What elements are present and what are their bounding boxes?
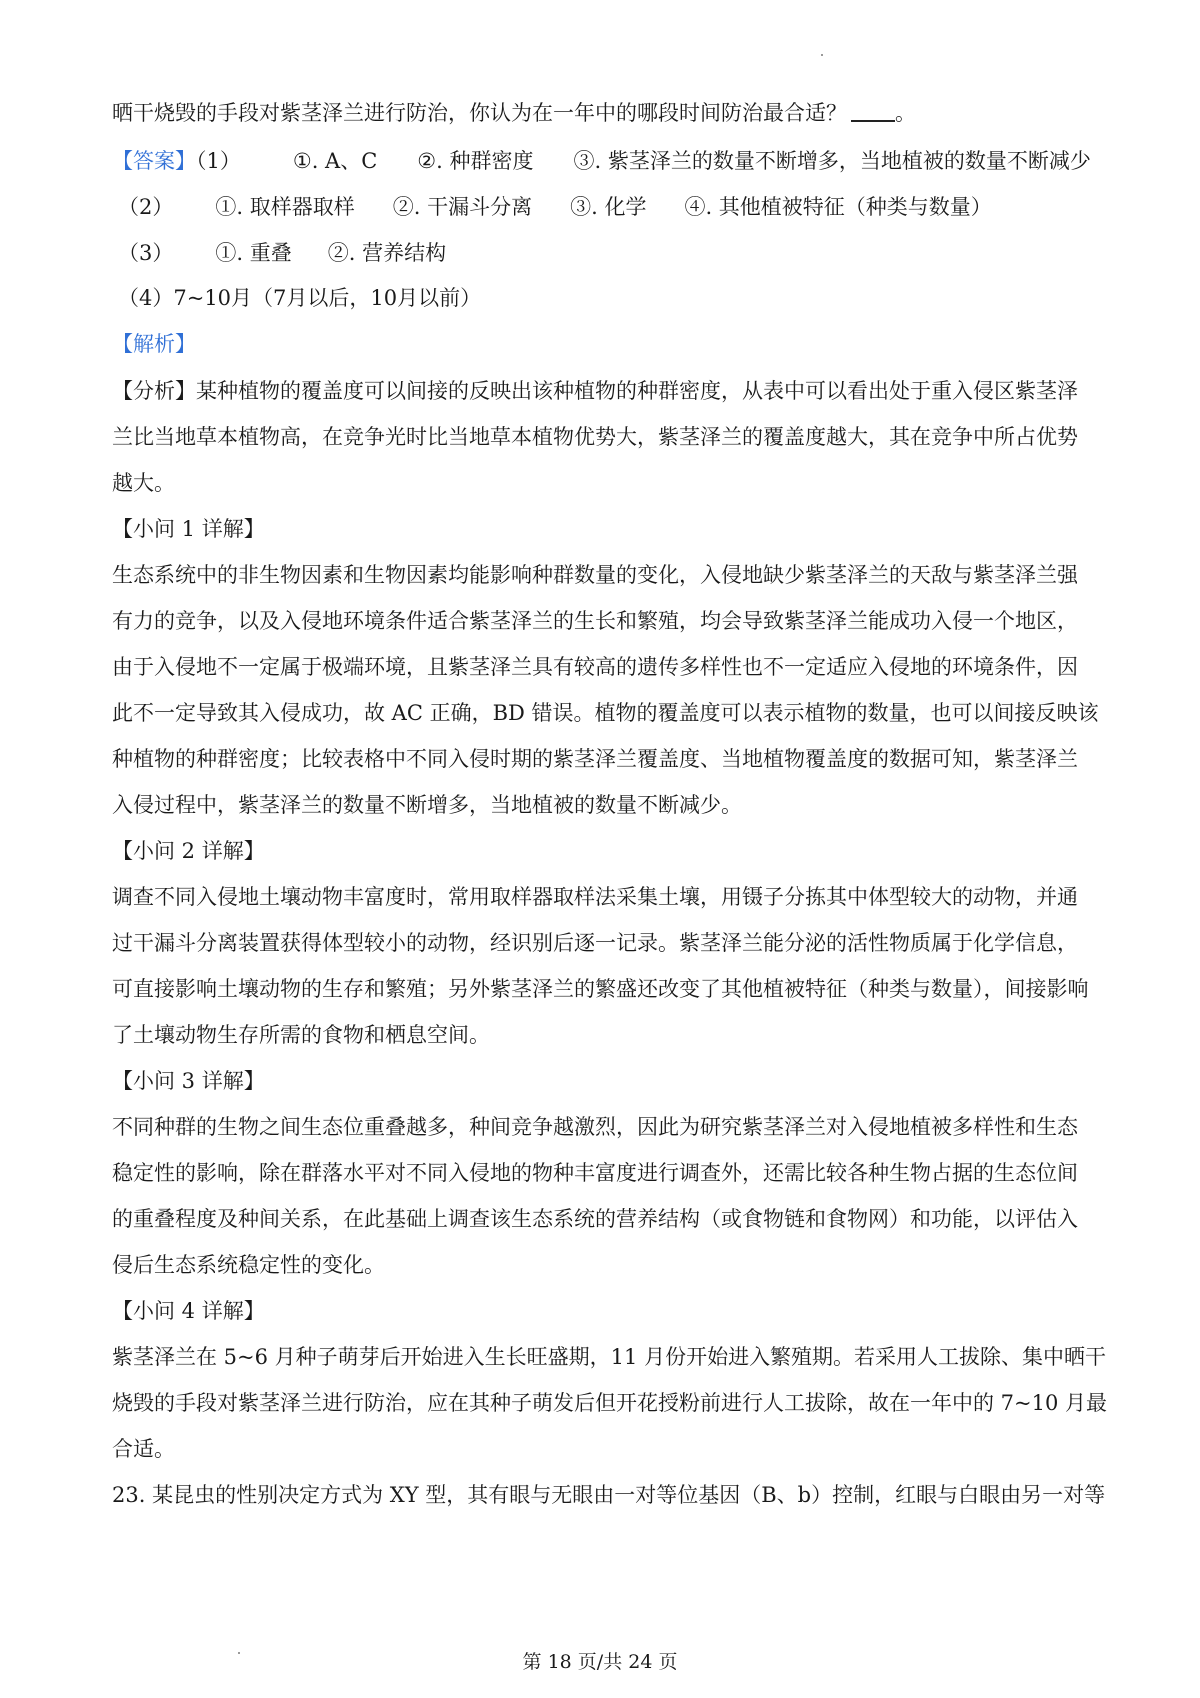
detail-1-line: 有力的竞争，以及入侵地环境条件适合紫茎泽兰的生长和繁殖，均会导致紫茎泽兰能成功入侵一个地区， bbox=[112, 609, 1078, 633]
detail-2-line: 可直接影响土壤动物的生存和繁殖；另外紫茎泽兰的繁盛还改变了其他植被特征（种类与数量），间接影响 bbox=[112, 977, 1089, 1001]
answer-blank bbox=[851, 100, 895, 122]
detail-3-line: 不同种群的生物之间生态位重叠越多，种间竞争越激烈，因此为研究紫茎泽兰对入侵地植被多样性和生态 bbox=[112, 1115, 1078, 1139]
detail-3-line: 侵后生态系统稳定性的变化。 bbox=[112, 1253, 385, 1277]
detail-3-title: 【小问 3 详解】 bbox=[112, 1069, 265, 1093]
detail-2-line: 了土壤动物生存所需的食物和栖息空间。 bbox=[112, 1023, 490, 1047]
detail-2-title: 【小问 2 详解】 bbox=[112, 839, 265, 863]
detail-4-line: 紫茎泽兰在 5~6 月种子萌芽后开始进入生长旺盛期，11 月份开始进入繁殖期。若采用人工拔除、集中晒干 bbox=[112, 1345, 1107, 1369]
detail-4-title: 【小问 4 详解】 bbox=[112, 1299, 265, 1323]
detail-4-line: 烧毁的手段对紫茎泽兰进行防治，应在其种子萌发后但开花授粉前进行人工拔除，故在一年中的 7~10 月最 bbox=[112, 1391, 1108, 1415]
detail-1-line: 种植物的种群密度；比较表格中不同入侵时期的紫茎泽兰覆盖度、当地植物覆盖度的数据可知，紫茎泽兰 bbox=[112, 747, 1078, 771]
detail-4-line: 合适。 bbox=[112, 1437, 175, 1461]
answer-line-1: 【答案】（1） ①. A、C ②. 种群密度 ③. 紫茎泽兰的数量不断增多，当地植被的数量不断减少 bbox=[112, 149, 1091, 173]
analysis-line: 兰比当地草本植物高，在竞争光时比当地草本植物优势大，紫茎泽兰的覆盖度越大，其在竞争中所占优势 bbox=[112, 425, 1078, 449]
detail-3-line: 的重叠程度及种间关系，在此基础上调查该生态系统的营养结构（或食物链和食物网）和功能，以评估入 bbox=[112, 1207, 1078, 1231]
detail-2-line: 过干漏斗分离装置获得体型较小的动物，经识别后逐一记录。紫茎泽兰能分泌的活性物质属于化学信息， bbox=[112, 931, 1078, 955]
answer-line-2: （2） ①. 取样器取样 ②. 干漏斗分离 ③. 化学 ④. 其他植被特征（种类与数量） bbox=[118, 195, 992, 219]
question-intro: 晒干烧毁的手段对紫茎泽兰进行防治，你认为在一年中的哪段时间防治最合适？ 。 bbox=[112, 101, 916, 125]
detail-2-line: 调查不同入侵地土壤动物丰富度时，常用取样器取样法采集土壤，用镊子分拣其中体型较大的动物，并通 bbox=[112, 885, 1078, 909]
answer-tag: 【答案】 bbox=[112, 149, 196, 173]
detail-1-line: 由于入侵地不一定属于极端环境，且紫茎泽兰具有较高的遗传多样性也不一定适应入侵地的环境条件，因 bbox=[112, 655, 1078, 679]
detail-1-line: 生态系统中的非生物因素和生物因素均能影响种群数量的变化，入侵地缺少紫茎泽兰的天敌与紫茎泽兰强 bbox=[112, 563, 1078, 587]
page-footer: 第 18 页/共 24 页 bbox=[522, 1651, 678, 1673]
analysis-line: 越大。 bbox=[112, 471, 175, 495]
jiexi-tag: 【解析】 bbox=[112, 332, 196, 356]
detail-1-title: 【小问 1 详解】 bbox=[112, 517, 265, 541]
detail-1-line: 入侵过程中，紫茎泽兰的数量不断增多，当地植被的数量不断减少。 bbox=[112, 793, 742, 817]
detail-3-line: 稳定性的影响，除在群落水平对不同入侵地的物种丰富度进行调查外，还需比较各种生物占据的生态位间 bbox=[112, 1161, 1078, 1185]
answer-line-3: （3） ①. 重叠 ②. 营养结构 bbox=[118, 241, 447, 265]
scan-speck bbox=[821, 54, 823, 56]
question-23: 23. 某昆虫的性别决定方式为 XY 型，其有眼与无眼由一对等位基因（B、b）控制，红眼与白眼由另一对等 bbox=[112, 1483, 1106, 1507]
analysis-line: 【分析】某种植物的覆盖度可以间接的反映出该种植物的种群密度，从表中可以看出处于重入侵区紫茎泽 bbox=[112, 379, 1078, 403]
detail-1-line: 此不一定导致其入侵成功，故 AC 正确，BD 错误。植物的覆盖度可以表示植物的数量，也可以间接反映该 bbox=[112, 701, 1099, 725]
answer-line-4: （4）7~10月（7月以后，10月以前） bbox=[118, 286, 482, 310]
